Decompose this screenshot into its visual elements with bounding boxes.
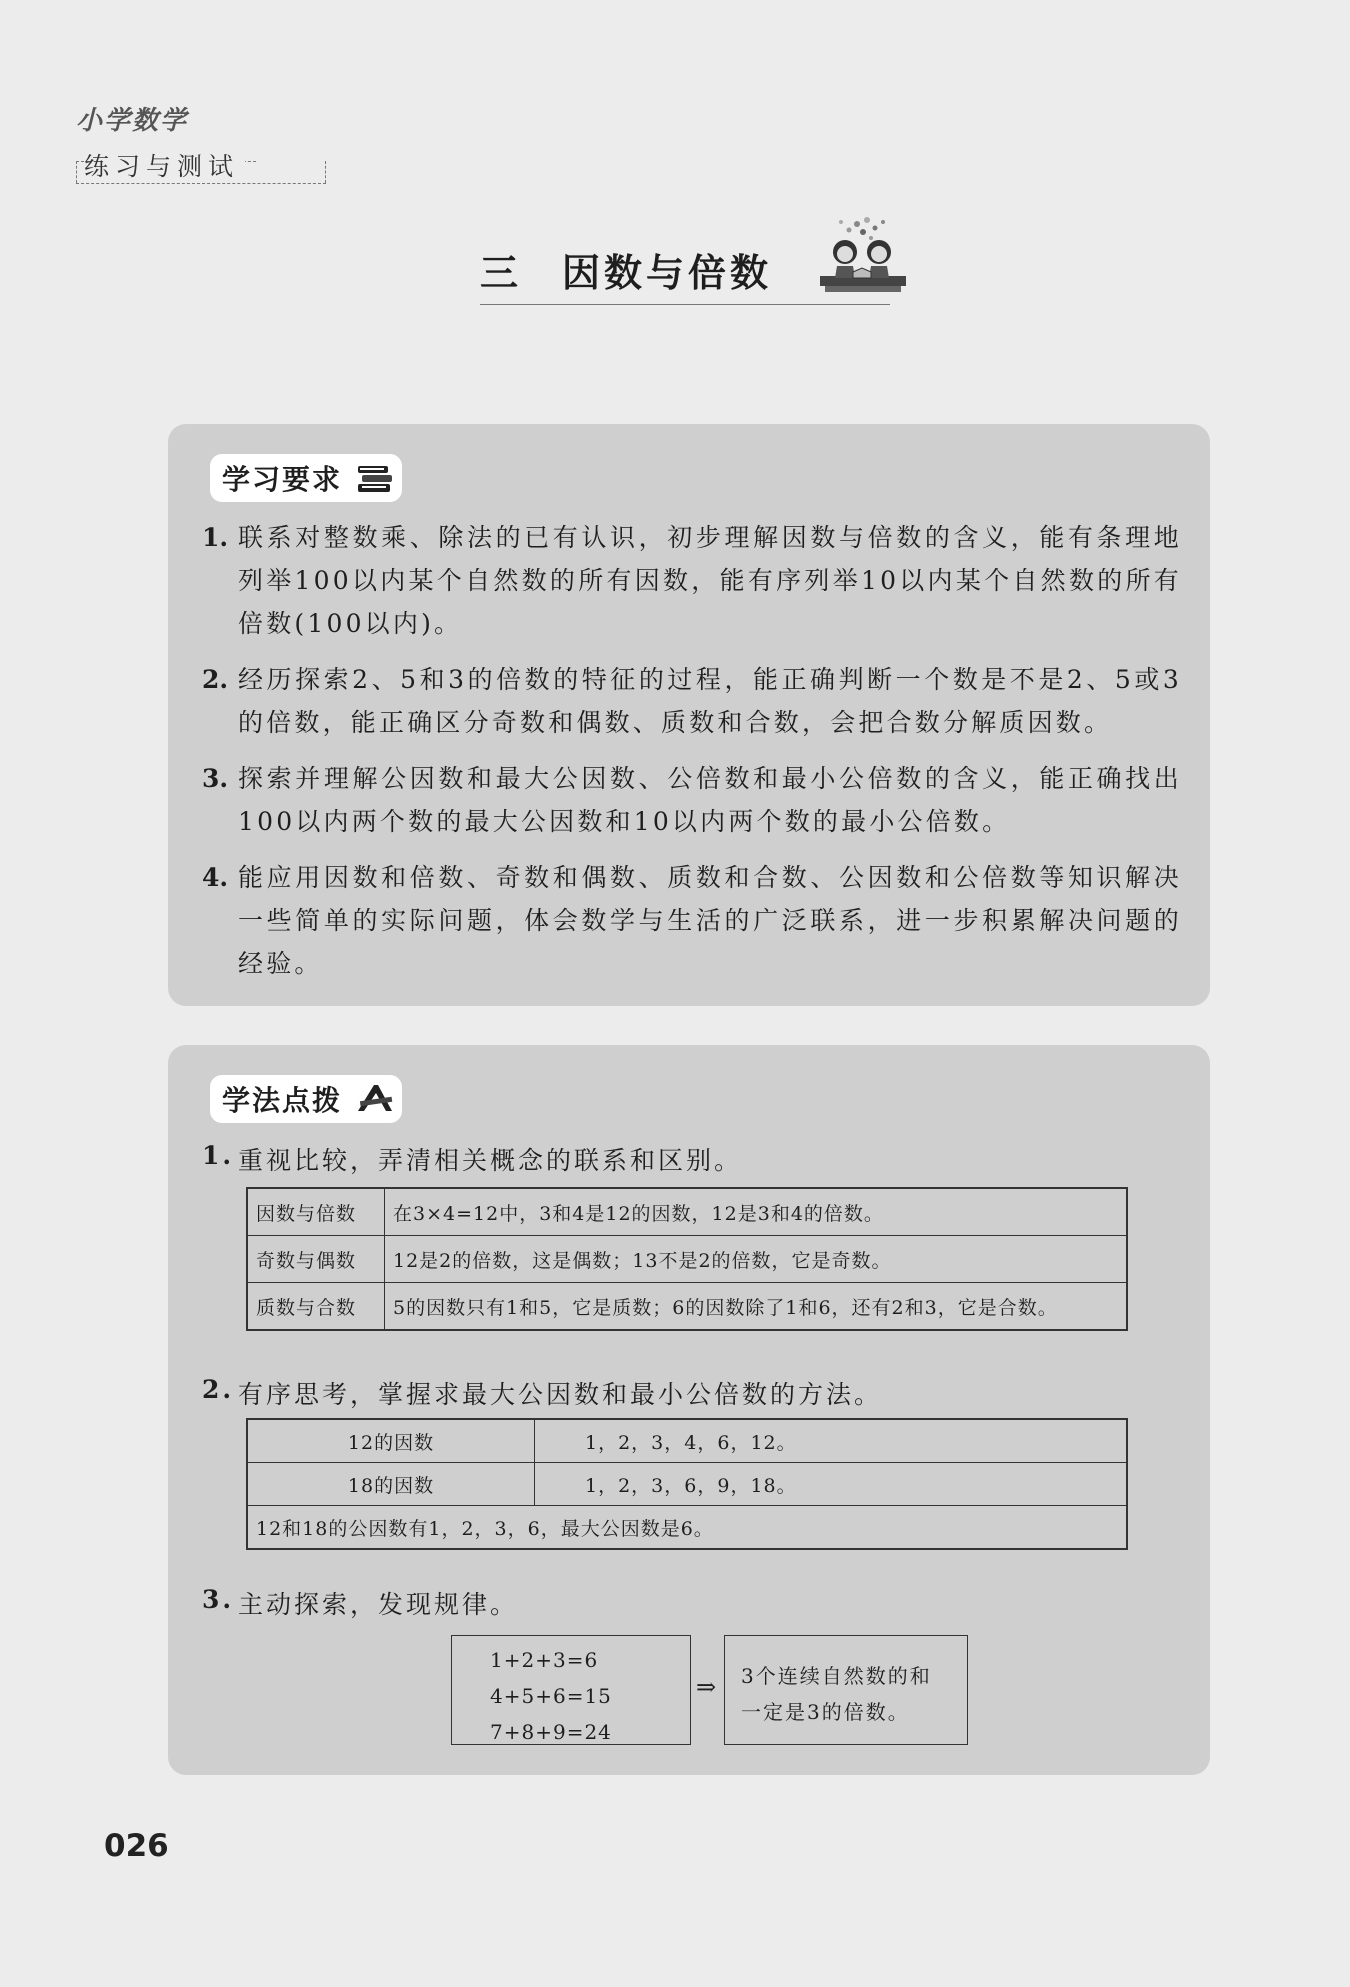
book-brand [76, 100, 326, 184]
list-item [202, 658, 1182, 744]
list-item [202, 856, 1182, 985]
tip-2 [202, 1375, 882, 1411]
item-number: 1. [202, 523, 229, 552]
equation: 4+5+6=15 [490, 1684, 612, 1708]
book-title-box [76, 147, 326, 184]
table-cell-key: 因数与倍数 [247, 1188, 385, 1236]
children-reading-illustration [815, 214, 910, 299]
chapter-number: 三 [480, 250, 523, 295]
item-number: 3. [202, 764, 229, 793]
section-label-text: 学法点拨 [222, 1084, 343, 1117]
item-number: 4. [202, 863, 229, 892]
page-number: 026 [104, 1828, 169, 1864]
table-cell-value: 在3×4=12中，3和4是12的因数，12是3和4的倍数。 [385, 1188, 1128, 1236]
table-cell-value: 12是2的倍数，这是偶数；13不是2的倍数，它是奇数。 [385, 1236, 1128, 1283]
series-title: 小学数学 [76, 106, 189, 136]
item-number: 2. [202, 665, 229, 694]
table-cell-value: 1，2，3，6，9，18。 [535, 1463, 1128, 1506]
tip-1 [202, 1141, 742, 1177]
tip-text: 重视比较，弄清相关概念的联系和区别。 [238, 1146, 743, 1175]
tip-text: 主动探索，发现规律。 [238, 1590, 519, 1619]
table-footer-cell: 12和18的公因数有1，2，3，6，最大公因数是6。 [247, 1506, 1127, 1550]
table-row [247, 1463, 1127, 1506]
table-row [247, 1188, 1127, 1236]
item-text: 联系对整数乘、除法的已有认识，初步理解因数与倍数的含义，能有条理地列举100以内某个自然数的所有因数，能有序列举10以内某个自然数的所有倍数(100以内)。 [238, 523, 1182, 638]
table-row [247, 1506, 1127, 1550]
table-cell-key: 18的因数 [247, 1463, 535, 1506]
table-cell-key: 12的因数 [247, 1419, 535, 1463]
equations-box [451, 1635, 691, 1745]
list-item [202, 516, 1182, 645]
tip-number: 2. [202, 1375, 235, 1404]
compass-icon [354, 1081, 396, 1117]
section-label-text: 学习要求 [222, 463, 343, 496]
item-text: 经历探索2、5和3的倍数的特征的过程，能正确判断一个数是不是2、5或3的倍数，能正确区分奇数和偶数、质数和合数，会把合数分解质因数。 [238, 665, 1182, 737]
implies-arrow-icon: ⇒ [696, 1673, 717, 1701]
item-text: 探索并理解公因数和最大公因数、公倍数和最小公倍数的含义，能正确找出100以内两个数的最大公因数和10以内两个数的最小公倍数。 [238, 764, 1182, 836]
common-factor-table [246, 1418, 1128, 1550]
concept-comparison-table [246, 1187, 1128, 1331]
tip-text: 有序思考，掌握求最大公因数和最小公倍数的方法。 [238, 1380, 883, 1409]
equation: 1+2+3=6 [490, 1648, 599, 1672]
tip-number: 1. [202, 1141, 235, 1170]
list-item [202, 757, 1182, 843]
divider [325, 161, 326, 183]
table-row [247, 1236, 1127, 1283]
table-cell-value: 1，2，3，4，6，12。 [535, 1419, 1128, 1463]
table-cell-key: 质数与合数 [247, 1283, 385, 1331]
section-label-requirements [210, 454, 402, 502]
table-cell-key: 奇数与偶数 [247, 1236, 385, 1283]
section-label-methods [210, 1075, 402, 1123]
conclusion-box [724, 1635, 968, 1745]
chapter-title: 因数与倍数 [562, 250, 773, 295]
learning-requirements-panel [168, 424, 1210, 1006]
divider [480, 304, 890, 305]
item-text: 能应用因数和倍数、奇数和偶数、质数和合数、公因数和公倍数等知识解决一些简单的实际问题，体会数学与生活的广泛联系，进一步积累解决问题的经验。 [238, 863, 1182, 978]
book-title: 练习与测试 [84, 147, 245, 183]
equation: 7+8+9=24 [490, 1720, 612, 1744]
table-cell-value: 5的因数只有1和5，它是质数；6的因数除了1和6，还有2和3，它是合数。 [385, 1283, 1128, 1331]
requirements-list [202, 516, 1182, 998]
tip-3 [202, 1585, 518, 1621]
conclusion-line: 一定是3的倍数。 [741, 1700, 910, 1724]
conclusion-line: 3个连续自然数的和 [741, 1664, 932, 1688]
books-icon [354, 460, 396, 496]
table-row [247, 1283, 1127, 1331]
chapter-heading [480, 242, 772, 297]
table-row [247, 1419, 1127, 1463]
tip-number: 3. [202, 1585, 235, 1614]
divider [76, 161, 77, 183]
study-methods-panel [168, 1045, 1210, 1775]
